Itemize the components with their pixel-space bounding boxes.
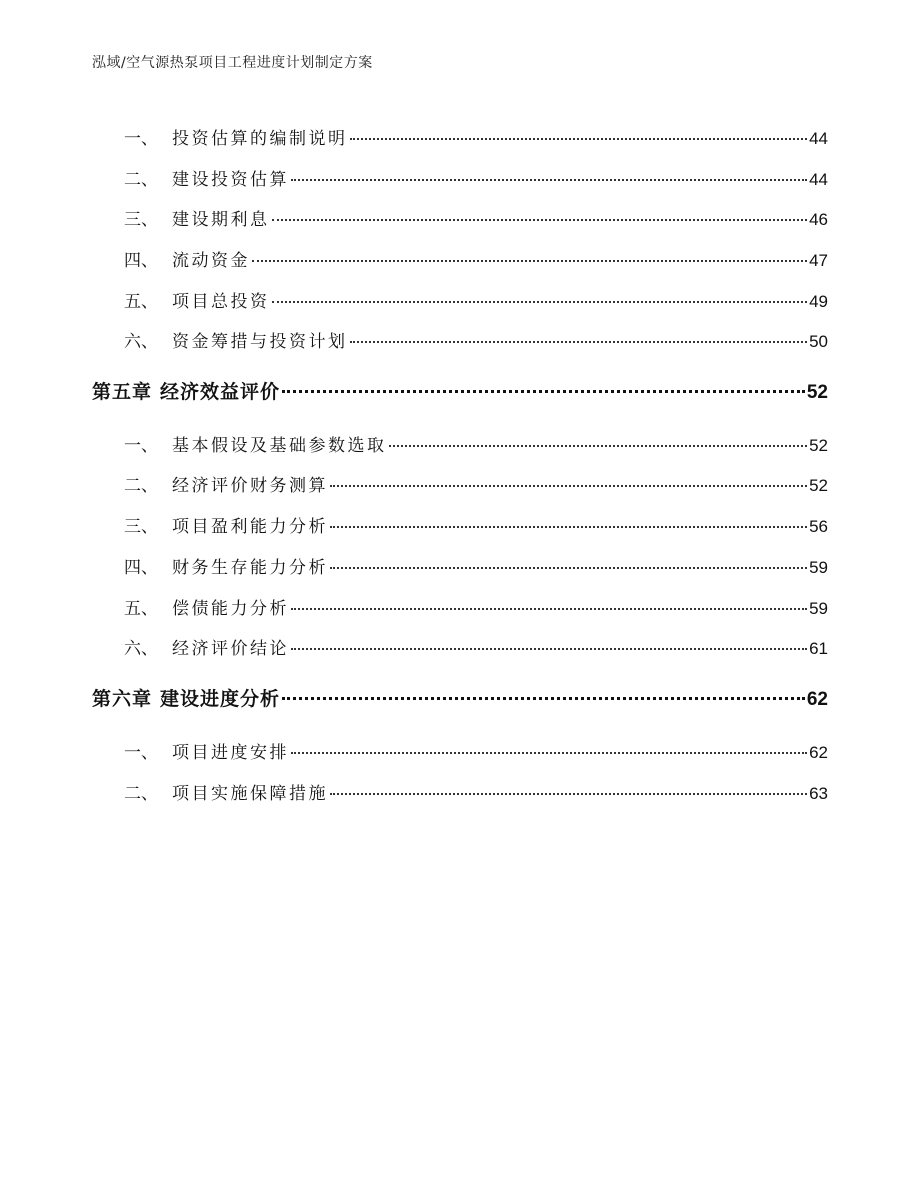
toc-entry-number: 一、 [124, 743, 158, 763]
toc-entry[interactable] [124, 165, 828, 191]
toc-entry-number: 四、 [124, 558, 158, 578]
toc-entry-number: 三、 [124, 210, 158, 230]
toc-entry-page: 59 [809, 599, 828, 618]
toc-entry-page: 49 [809, 292, 828, 311]
dot-leader [291, 607, 807, 610]
toc-chapter-entry[interactable] [92, 377, 828, 407]
toc-entry-title: 项目总投资 [172, 292, 270, 312]
toc-entry-title: 基本假设及基础参数选取 [172, 436, 387, 456]
dot-leader [272, 300, 808, 303]
toc-entry-page: 52 [809, 436, 828, 455]
dot-leader [291, 178, 807, 181]
dot-leader [291, 751, 807, 754]
toc-entry[interactable] [124, 246, 828, 272]
toc-entry-page: 63 [809, 784, 828, 803]
toc-entry-page: 56 [809, 517, 828, 536]
toc-entry-number: 六、 [124, 332, 158, 352]
toc-entry-number: 五、 [124, 599, 158, 619]
dot-leader [330, 484, 807, 487]
dot-leader [282, 389, 805, 393]
toc-chapter-number: 第六章 [92, 688, 153, 710]
dot-leader [252, 259, 807, 262]
toc-entry[interactable] [124, 738, 828, 764]
toc-entry-number: 三、 [124, 517, 158, 537]
toc-entry-number: 一、 [124, 129, 158, 149]
toc-chapter-page: 52 [806, 382, 828, 403]
toc-entry[interactable] [124, 431, 828, 457]
toc-entry[interactable] [124, 327, 828, 353]
toc-entry-page: 44 [809, 170, 828, 189]
toc-entry-page: 62 [809, 743, 828, 762]
toc-entry-title: 财务生存能力分析 [172, 558, 328, 578]
toc-entry-title: 项目实施保障措施 [172, 784, 328, 804]
dot-leader [350, 340, 808, 343]
toc-entry-number: 二、 [124, 170, 158, 190]
toc-chapter-number: 第五章 [92, 381, 153, 403]
toc-entry[interactable] [124, 471, 828, 497]
toc-entry-title: 资金筹措与投资计划 [172, 332, 348, 352]
toc-chapter-title: 建设进度分析 [160, 688, 281, 710]
toc-chapter-title: 经济效益评价 [160, 381, 281, 403]
dot-leader [282, 696, 805, 700]
toc-entry-title: 项目盈利能力分析 [172, 517, 328, 537]
toc-entry-title: 经济评价财务测算 [172, 476, 328, 496]
toc-entry[interactable] [124, 287, 828, 313]
toc-entry[interactable] [124, 634, 828, 660]
toc-entry-page: 47 [809, 251, 828, 270]
toc-entry-number: 一、 [124, 436, 158, 456]
toc-chapter-page: 62 [806, 689, 828, 710]
toc-entry-title: 投资估算的编制说明 [172, 129, 348, 149]
toc-entry-number: 五、 [124, 292, 158, 312]
toc-entry-title: 项目进度安排 [172, 743, 289, 763]
toc-entry-page: 46 [809, 210, 828, 229]
toc-entry-number: 四、 [124, 251, 158, 271]
toc-entry-title: 建设投资估算 [172, 170, 289, 190]
toc-entry[interactable] [124, 124, 828, 150]
toc-entry-number: 二、 [124, 784, 158, 804]
dot-leader [272, 218, 808, 221]
toc-entry[interactable] [124, 553, 828, 579]
toc-entry-title: 偿债能力分析 [172, 599, 289, 619]
toc-entry[interactable] [124, 594, 828, 620]
dot-leader [330, 566, 807, 569]
dot-leader [330, 525, 807, 528]
toc-entry-page: 52 [809, 476, 828, 495]
toc-entry[interactable] [124, 779, 828, 805]
page-header: 泓域/空气源热泵项目工程进度计划制定方案 [92, 55, 373, 71]
toc-entry-title: 流动资金 [172, 251, 250, 271]
toc-chapter-entry[interactable] [92, 684, 828, 714]
toc-entry-page: 44 [809, 129, 828, 148]
dot-leader [350, 137, 808, 140]
toc-entry-number: 六、 [124, 639, 158, 659]
toc-entry-page: 50 [809, 332, 828, 351]
toc-entry[interactable] [124, 205, 828, 231]
dot-leader [330, 792, 807, 795]
dot-leader [291, 647, 807, 650]
toc-entry-number: 二、 [124, 476, 158, 496]
toc-entry-title: 建设期利息 [172, 210, 270, 230]
toc-entry-page: 61 [809, 639, 828, 658]
toc-entry[interactable] [124, 512, 828, 538]
toc-entry-title: 经济评价结论 [172, 639, 289, 659]
dot-leader [389, 444, 808, 447]
toc-entry-page: 59 [809, 558, 828, 577]
